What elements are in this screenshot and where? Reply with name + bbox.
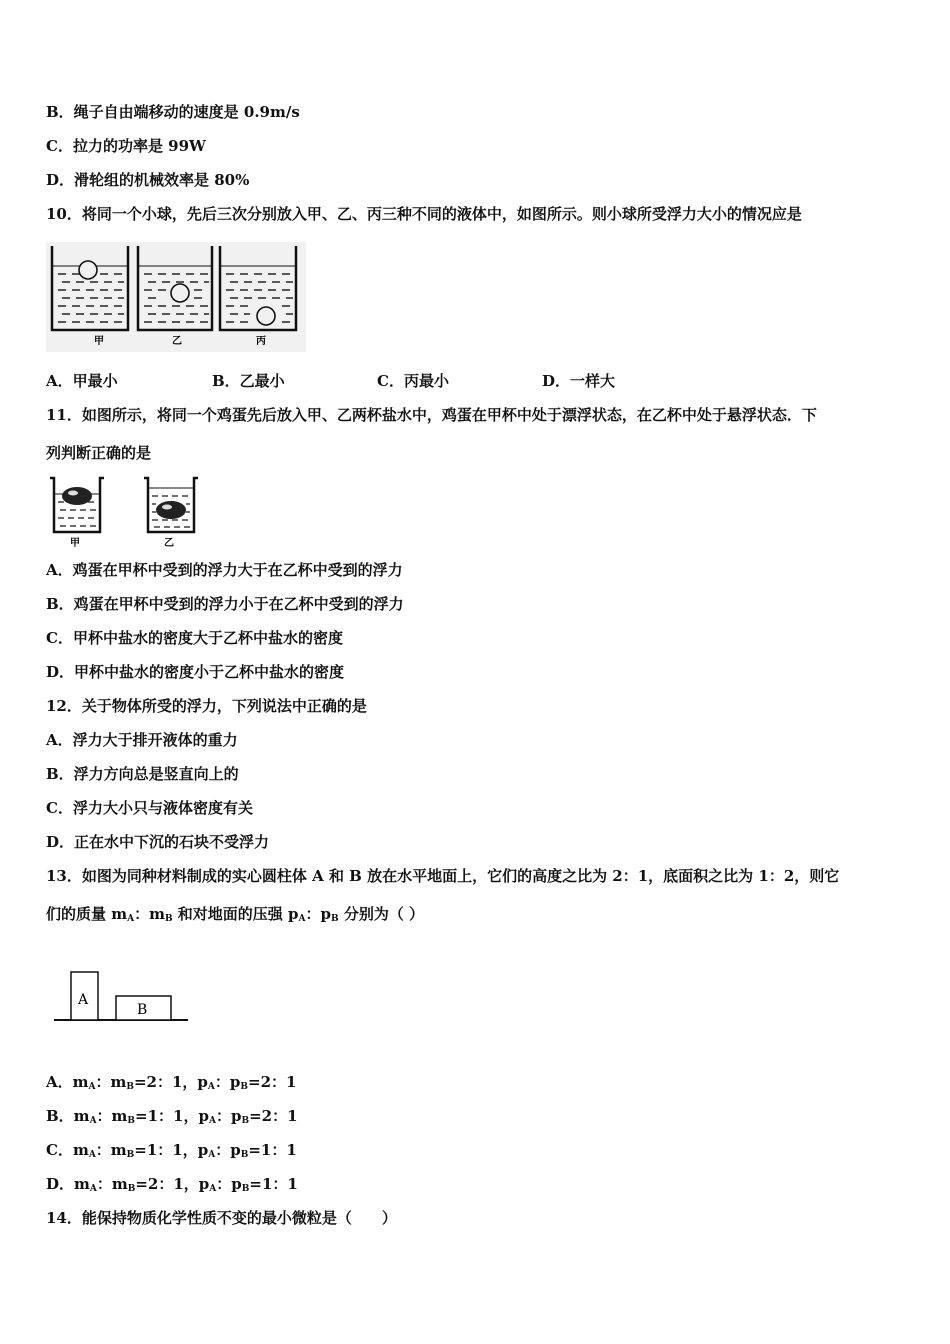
q10-stem: 10．将同一个小球，先后三次分别放入甲、乙、丙三种不同的液体中，如图所示。则小球所受浮力大小的情况应是	[46, 205, 802, 223]
ball-bing	[257, 307, 275, 325]
q11-stem-line2: 列判断正确的是	[46, 444, 152, 462]
q13-stem-line1: 13．如图为同种材料制成的实心圆柱体 A 和 B 放在水平地面上，它们的高度之比为 2：1，底面积之比为 1：2，则它	[46, 867, 840, 885]
q9-option-b: B．绳子自由端移动的速度是 0.9m/s	[46, 103, 300, 121]
q12-stem: 12．关于物体所受的浮力，下列说法中正确的是	[46, 697, 367, 715]
q11-option-b: B．鸡蛋在甲杯中受到的浮力小于在乙杯中受到的浮力	[46, 595, 404, 613]
q11-stem-line1: 11．如图所示，将同一个鸡蛋先后放入甲、乙两杯盐水中，鸡蛋在甲杯中处于漂浮状态，在乙杯中处于悬浮状态．下	[46, 406, 817, 424]
q13-option-c: C．$m_A$：$m_B=1$：1，$p_A$：$p_B=1$：1	[46, 1141, 297, 1160]
q11-option-c: C．甲杯中盐水的密度大于乙杯中盐水的密度	[46, 629, 343, 647]
q9-option-c: C．拉力的功率是 99W	[46, 137, 206, 155]
label-jia: 甲	[94, 336, 104, 347]
egg-yi	[156, 501, 186, 519]
q12-option-c: C．浮力大小只与液体密度有关	[46, 799, 253, 817]
q14-stem: 14．能保持物质化学性质不变的最小微粒是（ ）	[46, 1209, 397, 1227]
ball-jia	[79, 261, 97, 279]
q12-option-a: A．浮力大于排开液体的重力	[46, 731, 238, 749]
q10-figure	[46, 242, 306, 352]
q10-option-a: A．甲最小	[46, 372, 118, 390]
label-cup-jia: 甲	[70, 538, 80, 549]
label-yi: 乙	[172, 336, 182, 347]
q9-option-d: D．滑轮组的机械效率是 80%	[46, 171, 250, 189]
cup-jia	[50, 478, 104, 549]
q10-option-c: C．丙最小	[377, 372, 449, 390]
egg-jia	[62, 487, 92, 505]
q13-option-d: D．$m_A$：$m_B=2$：1，$p_A$：$p_B=1$：1	[46, 1175, 298, 1194]
q13-figure	[54, 968, 190, 1026]
label-a: A	[78, 992, 89, 1008]
ball-yi	[171, 284, 189, 302]
cup-yi	[144, 478, 198, 549]
q10-option-b: B．乙最小	[212, 372, 285, 390]
label-b: B	[137, 1002, 148, 1018]
q12-option-d: D．正在水中下沉的石块不受浮力	[46, 833, 270, 851]
q11-figure	[46, 474, 206, 550]
q12-option-b: B．浮力方向总是竖直向上的	[46, 765, 239, 783]
q13-option-b: B．$m_A$：$m_B=1$：1，$p_A$：$p_B=2$：1	[46, 1107, 298, 1126]
label-bing: 丙	[256, 336, 266, 347]
q11-option-a: A．鸡蛋在甲杯中受到的浮力大于在乙杯中受到的浮力	[46, 561, 403, 579]
q10-option-d: D．一样大	[542, 372, 616, 390]
beaker-jia	[46, 242, 132, 352]
q13-option-a: A．$m_A$：$m_B=2$：1，$p_A$：$p_B=2$：1	[46, 1073, 297, 1092]
q13-stem-line2: 们的质量 $m_A$：$m_B$ 和对地面的压强 $p_A$：$p_B$ 分别为（ ）	[46, 905, 425, 924]
q11-option-d: D．甲杯中盐水的密度小于乙杯中盐水的密度	[46, 663, 345, 681]
beaker-yi	[132, 242, 218, 352]
label-cup-yi: 乙	[164, 538, 174, 549]
beaker-bing	[216, 242, 306, 352]
